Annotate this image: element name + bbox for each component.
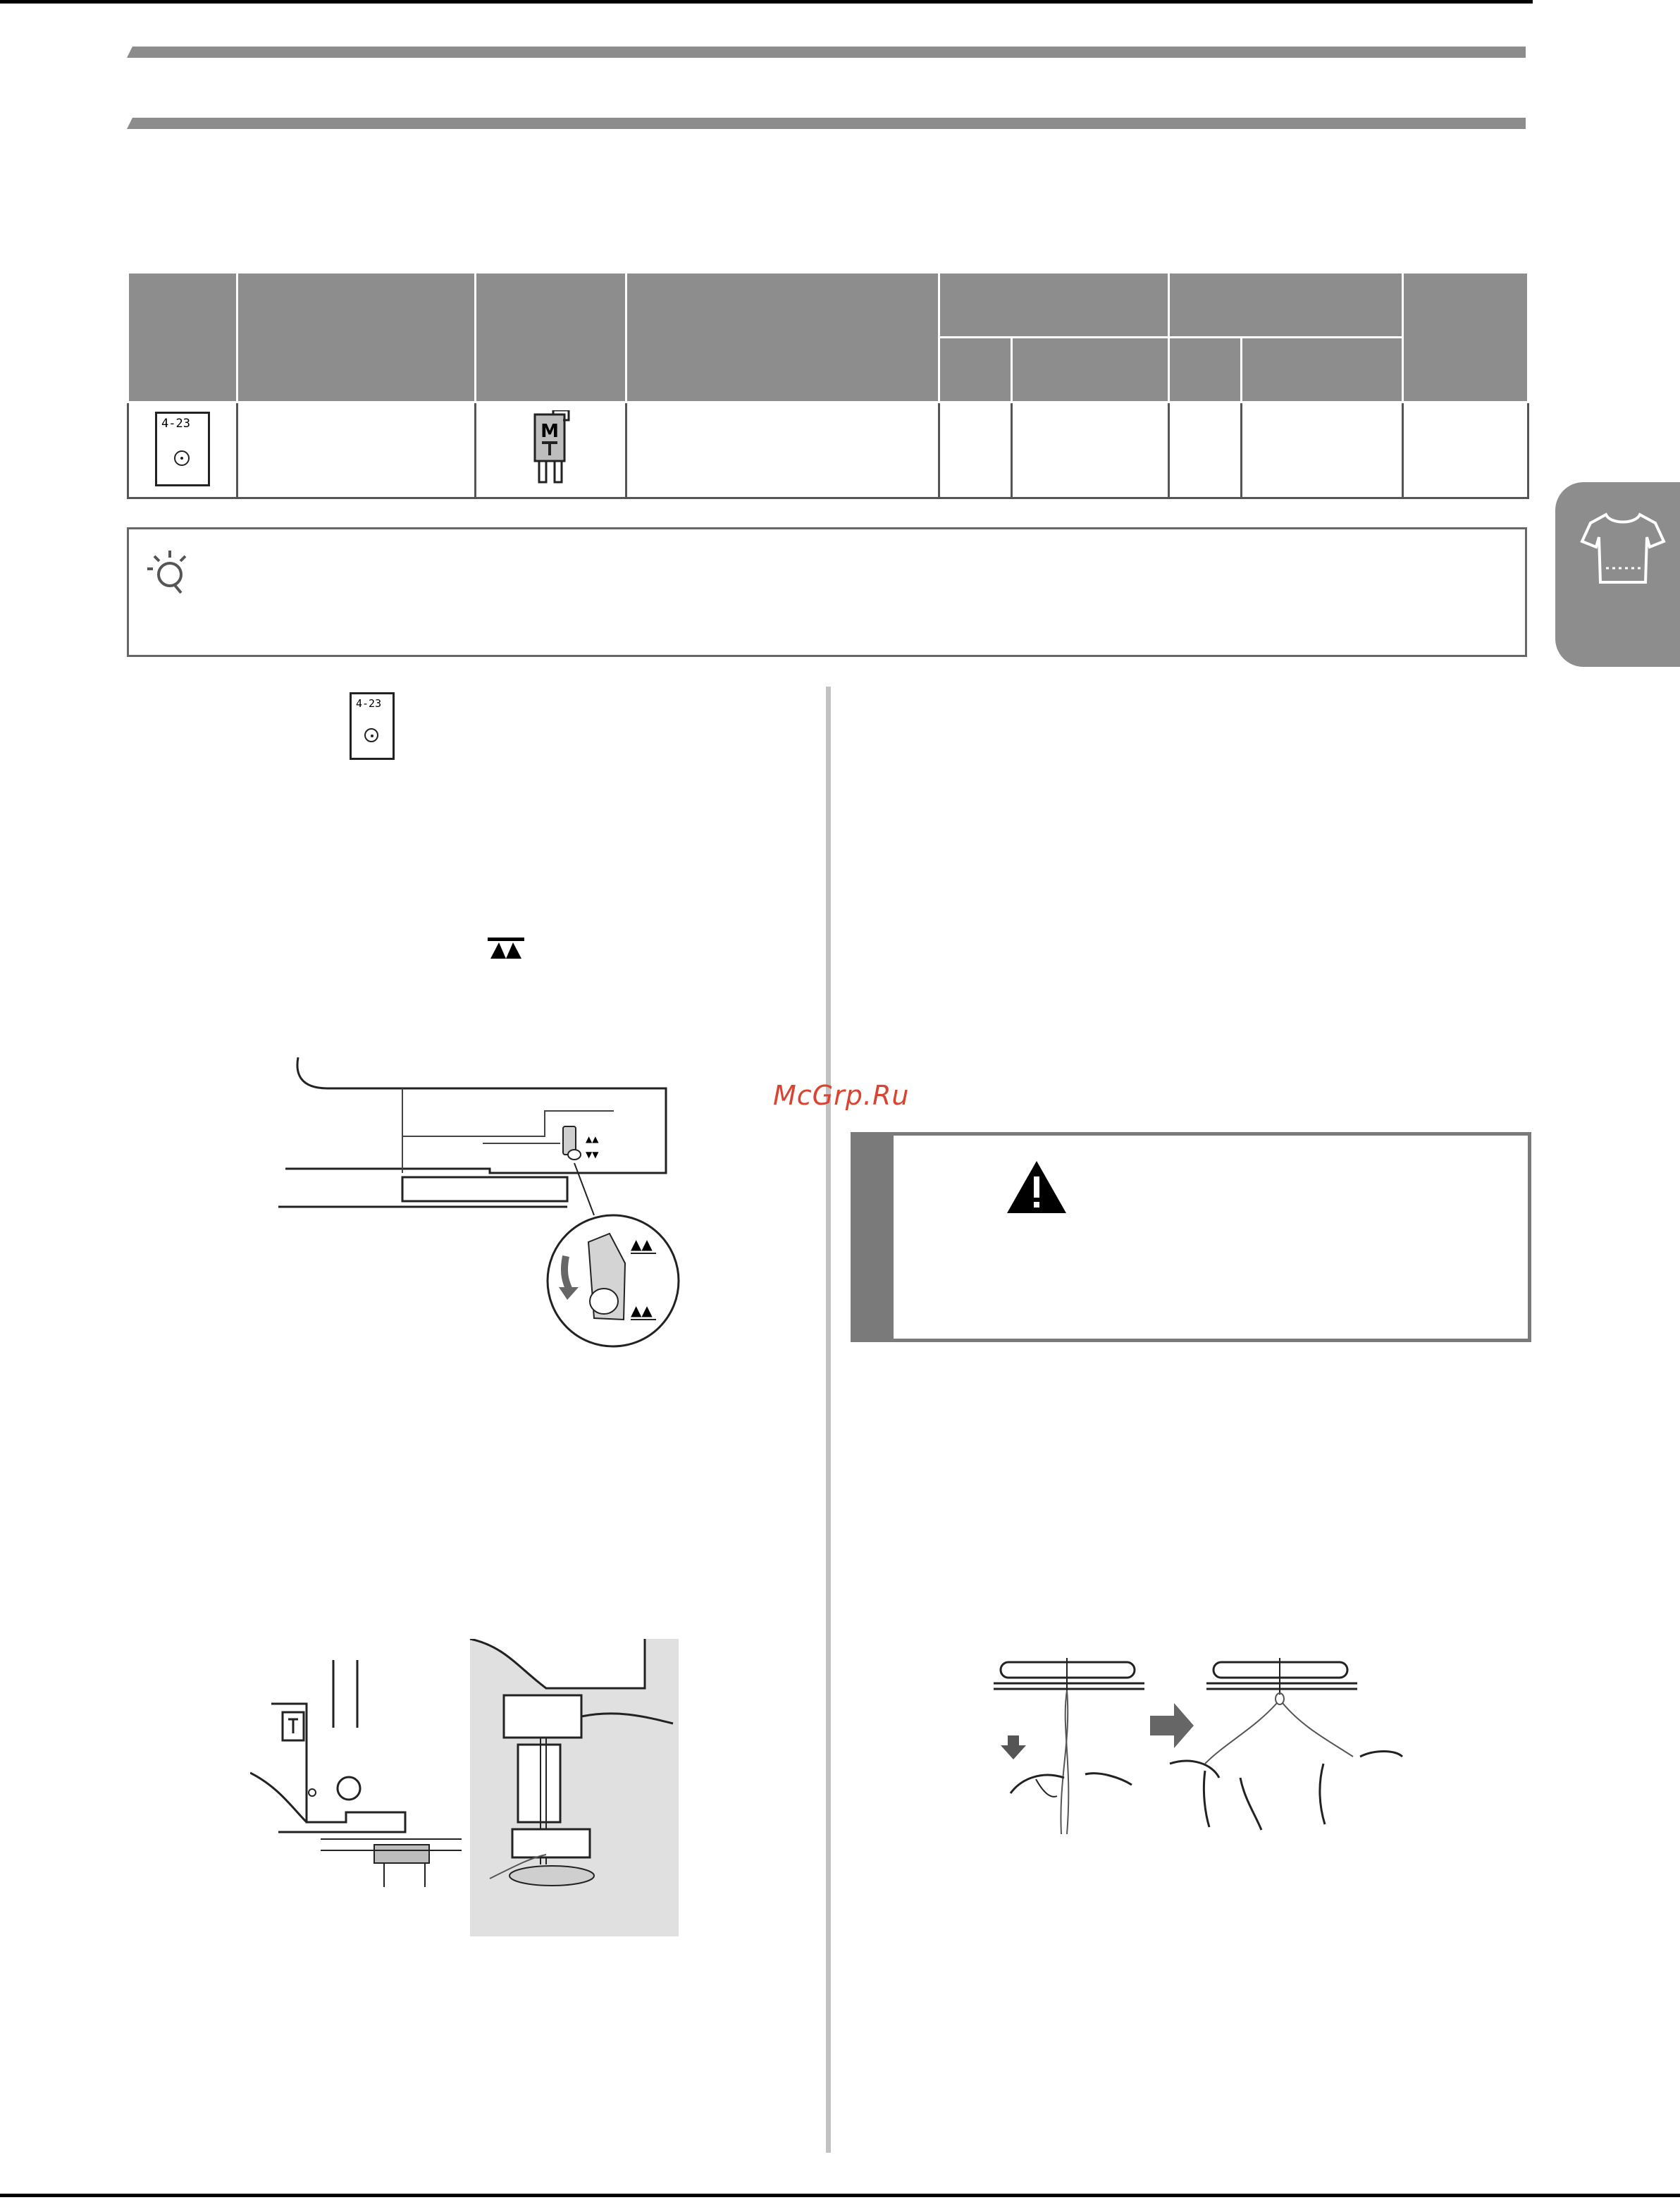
watermark-text: McGrp.Ru: [773, 1080, 910, 1111]
svg-text:▲▲: ▲▲: [631, 1236, 653, 1253]
table-header-cell: [237, 273, 476, 402]
table-cell-stitch: [128, 402, 237, 498]
table-header-cell: [1403, 273, 1528, 402]
table-cell: [939, 402, 1012, 498]
feed-dog-lowered-icon: [486, 938, 526, 960]
page-bottom-border: [0, 2194, 1680, 2197]
table-cell: [1012, 402, 1169, 498]
stitch-code-label: 4-23: [161, 416, 190, 431]
table-header-cell: [128, 273, 237, 402]
lightbulb-note-icon: [146, 548, 194, 596]
table-cell: [1403, 402, 1528, 498]
table-subheader-cell: [1012, 338, 1169, 402]
table-row: [128, 402, 1528, 498]
svg-text:▲▲: ▲▲: [631, 1302, 653, 1319]
table-header-group: [939, 273, 1169, 338]
feed-dog-lever-illustration: [278, 1052, 694, 1348]
stitch-settings-table: [127, 271, 1529, 499]
table-cell: [237, 402, 476, 498]
note-box: [127, 527, 1527, 657]
warning-triangle-icon: [1006, 1160, 1068, 1215]
stitch-pattern-icon: [155, 412, 210, 486]
table-header-group: [1169, 273, 1403, 338]
table-subheader-cell: [1169, 338, 1242, 402]
presser-foot-illustration: [250, 1639, 680, 1938]
table-subheader-cell: [939, 338, 1012, 402]
svg-text:▲▲: ▲▲: [586, 1134, 599, 1144]
chapter-side-tab[interactable]: [1555, 482, 1680, 667]
table-header-cell: [626, 273, 939, 402]
page-top-border: [0, 0, 1533, 4]
table-cell: [1169, 402, 1242, 498]
caution-box: [851, 1132, 1531, 1342]
heading-rule-top: [127, 47, 1526, 58]
svg-text:▼▼: ▼▼: [586, 1150, 599, 1160]
table-subheader-cell: [1242, 338, 1403, 402]
bobbin-thread-illustration: [994, 1658, 1409, 1834]
garment-tshirt-icon: [1578, 509, 1668, 586]
svg-text:M: M: [540, 420, 559, 442]
caution-stripe: [854, 1136, 894, 1339]
column-divider: [826, 687, 831, 2153]
presser-foot-icon: [526, 410, 576, 488]
table-header-cell: [476, 273, 626, 402]
heading-rule-bottom: [127, 118, 1526, 129]
table-cell-foot: [476, 402, 626, 498]
table-cell: [626, 402, 939, 498]
table-cell: [1242, 402, 1403, 498]
stitch-pattern-icon: 4-23: [350, 692, 395, 760]
